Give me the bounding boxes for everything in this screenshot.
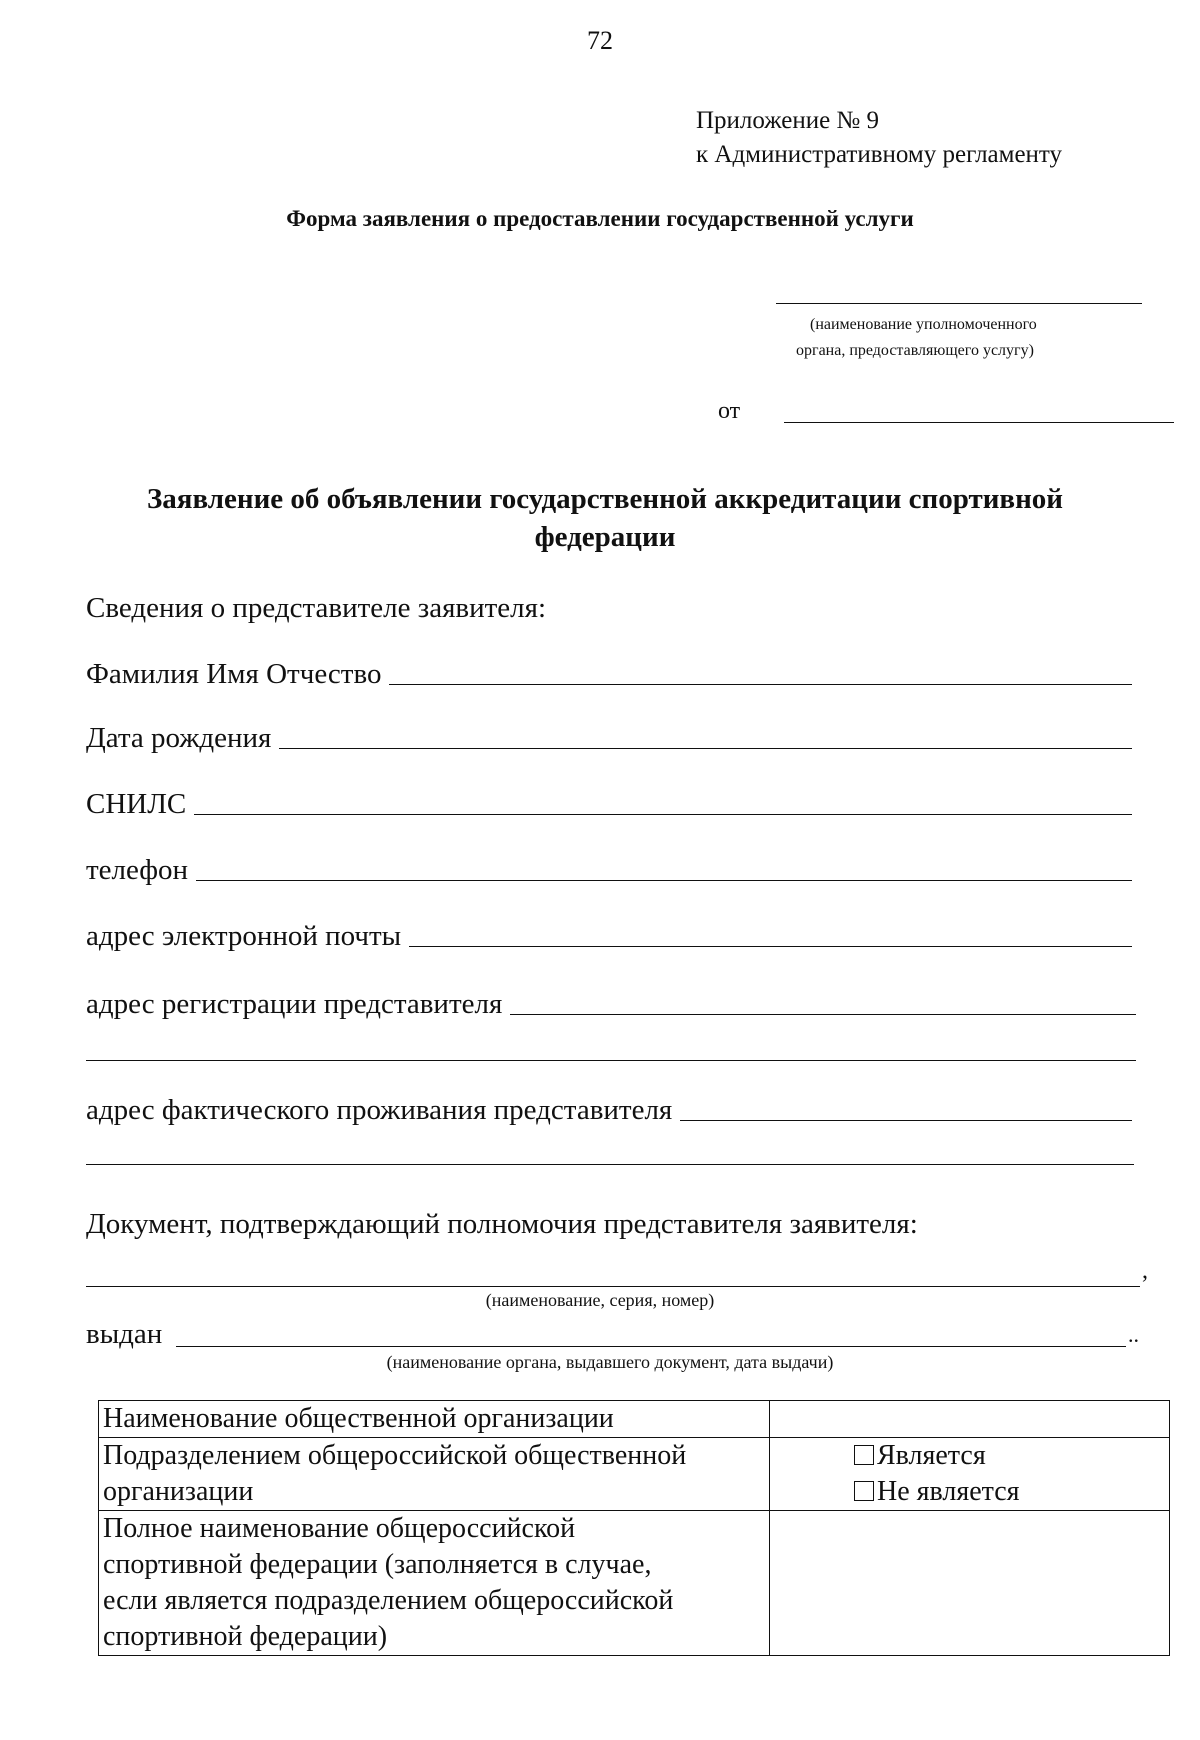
issued-caption: (наименование органа, выдавшего документ, дата выдачи): [386, 1352, 834, 1372]
subdivision-label-line-1: Подразделением общероссийской общественной: [103, 1440, 687, 1471]
email-field[interactable]: [86, 920, 1132, 953]
option-is-not[interactable]: [774, 1474, 1165, 1510]
option-is-not-label: Не является: [877, 1476, 1020, 1507]
reg-address-line-2[interactable]: [86, 1060, 1136, 1061]
snils-line[interactable]: [194, 814, 1132, 815]
option-is[interactable]: [774, 1438, 1165, 1474]
full-name-label: Фамилия Имя Отчество: [86, 658, 382, 690]
org-name-cell[interactable]: [770, 1401, 1170, 1438]
table-row: [99, 1401, 1170, 1438]
issued-label: выдан: [86, 1318, 163, 1350]
authority-note-line-1: (наименование уполномоченного: [810, 316, 1037, 333]
authority-name-line[interactable]: [776, 303, 1142, 304]
federation-label-line-2: спортивной федерации (заполняется в случае,: [103, 1549, 652, 1580]
phone-line[interactable]: [196, 880, 1132, 881]
issued-line[interactable]: [176, 1346, 1126, 1347]
phone-field[interactable]: [86, 854, 1132, 887]
phone-label: телефон: [86, 854, 189, 886]
subdivision-label: [99, 1438, 770, 1511]
federation-name-label: [99, 1511, 770, 1656]
appendix-line-1: Приложение № 9: [696, 107, 880, 134]
document-caption: (наименование, серия, номер): [485, 1290, 715, 1310]
reg-address-line[interactable]: [510, 1014, 1136, 1015]
snils-label: СНИЛС: [86, 788, 187, 820]
issued-trailing-dots: ..: [1128, 1322, 1139, 1347]
from-line[interactable]: [784, 422, 1174, 423]
subdivision-label-line-2: организации: [103, 1476, 254, 1507]
document-comma: ,: [1142, 1258, 1148, 1284]
federation-name-cell[interactable]: [770, 1511, 1170, 1656]
authority-note: [776, 312, 1096, 364]
snils-field[interactable]: [86, 788, 1132, 821]
reg-address-field[interactable]: [86, 988, 1136, 1021]
organization-table: [98, 1400, 1170, 1656]
main-title-line-1: Заявление об объявлении государственной аккредитации спортивной: [146, 483, 1064, 515]
document-label: Документ, подтверждающий полномочия представителя заявителя:: [86, 1208, 918, 1240]
email-label: адрес электронной почты: [86, 920, 402, 952]
federation-label-line-4: спортивной федерации): [103, 1621, 388, 1652]
checkbox-is-not[interactable]: [854, 1481, 874, 1501]
org-name-label: Наименование общественной организации: [99, 1401, 770, 1438]
reg-address-label: адрес регистрации представителя: [86, 988, 503, 1020]
full-name-line[interactable]: [389, 684, 1132, 685]
federation-label-line-1: Полное наименование общероссийской: [103, 1513, 576, 1544]
checkbox-is[interactable]: [854, 1445, 874, 1465]
authority-note-line-2: органа, предоставляющего услугу): [796, 342, 1034, 359]
table-row: [99, 1511, 1170, 1656]
full-name-field[interactable]: [86, 658, 1132, 691]
table-row: [99, 1438, 1170, 1511]
actual-address-line-2[interactable]: [86, 1164, 1134, 1165]
appendix-line-2: к Административному регламенту: [696, 141, 1063, 168]
federation-label-line-3: если является подразделением общероссийской: [103, 1585, 674, 1616]
birth-date-line[interactable]: [279, 748, 1132, 749]
page-number: 72: [587, 26, 613, 55]
actual-address-field[interactable]: [86, 1094, 1132, 1127]
form-title: Форма заявления о предоставлении государственной услуги: [286, 206, 914, 231]
actual-address-line[interactable]: [680, 1120, 1132, 1121]
subdivision-options: [770, 1438, 1170, 1511]
email-line[interactable]: [409, 946, 1132, 947]
representative-section-label: Сведения о представителе заявителя:: [86, 592, 547, 624]
birth-date-field[interactable]: [86, 722, 1132, 755]
main-title-line-2: федерации: [534, 521, 676, 553]
birth-date-label: Дата рождения: [86, 722, 272, 754]
main-title: [90, 480, 1120, 556]
option-is-label: Является: [877, 1440, 986, 1471]
actual-address-label: адрес фактического проживания представителя: [86, 1094, 673, 1126]
appendix-header: [696, 104, 1062, 172]
from-label: от: [718, 398, 741, 424]
document-name-line[interactable]: [86, 1286, 1140, 1287]
